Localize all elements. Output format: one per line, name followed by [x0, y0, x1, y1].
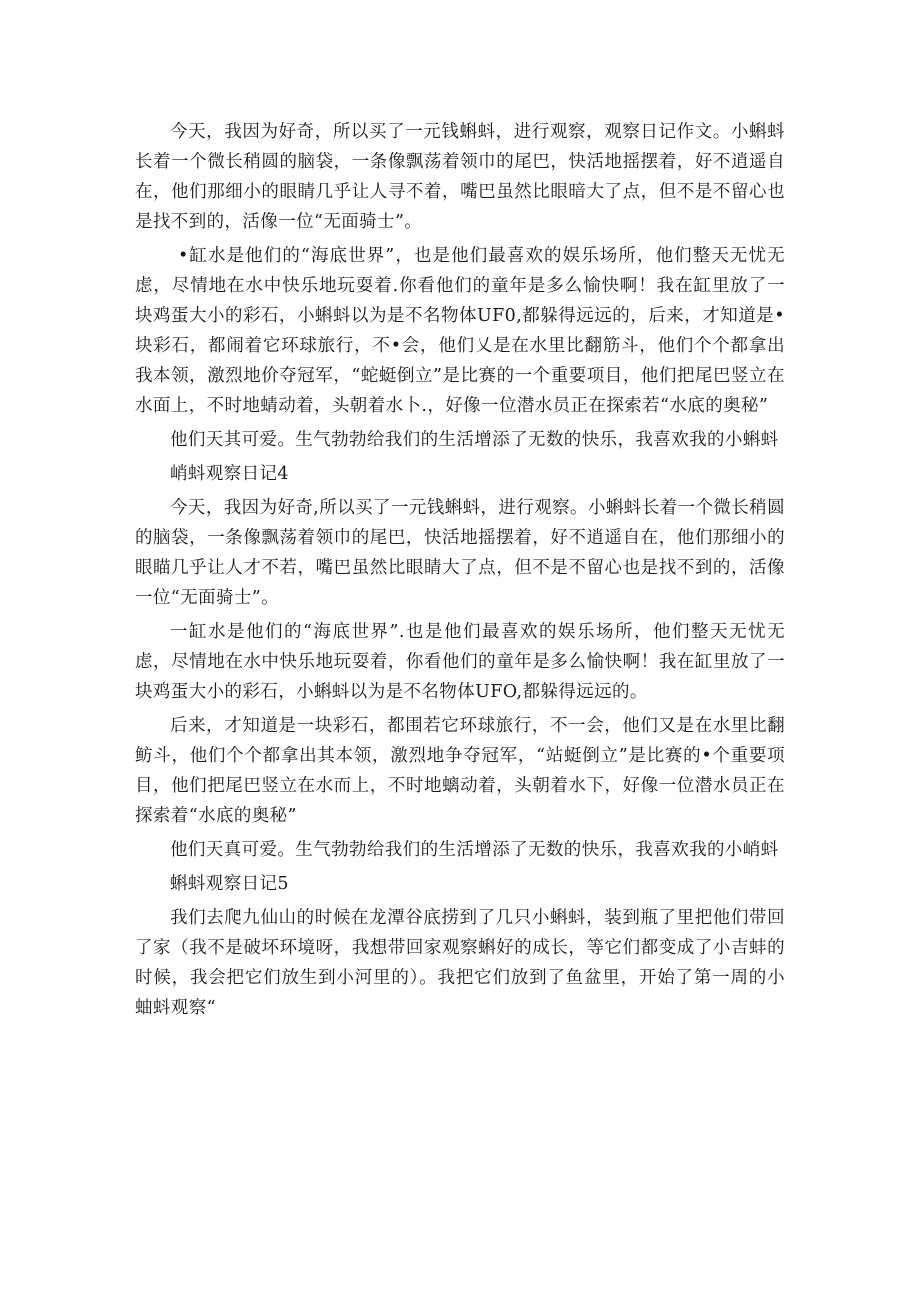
paragraph-conclusion: 他们天其可爱。生气勃勃给我们的生活增添了无数的快乐，我喜欢我的小蝌蚪: [170, 430, 779, 450]
paragraph-diary-4-conclusion: 他们天真可爱。生气勃勃给我们的生活增添了无数的快乐，我喜欢我的小峭蚪: [170, 840, 779, 860]
paragraph-diary-4-intro: 今天，我因为好奇,所以买了一元钱蝌蚪，进行观察。小蝌蚪长着一个微长稍圆的脑袋，一条像飘荡着领巾的尾巴，快活地摇摆着，好不逍遥自在，他们那细小的眼瞄几乎让人才不若，嘴巴虽然比眼睛大了点，但不是不留心也是找不到的，活像一位“无面骑士”。: [135, 498, 785, 608]
paragraph-diary-4-game: 后来，才知道是一块彩石，都围若它环球旅行，不一会，他们又是在水里比翻鲂斗，他们个个都拿出其本领，激烈地争夺冠军，“站蜓倒立”是比赛的•个重要项目，他们把尾巴竖立在水而上，不时地螭动着，头朝着水下，好像一位潜水员正在探索着“水底的奥秘”: [135, 716, 785, 826]
paragraph-diary-4-tank: 一缸水是他们的“海底世界”.也是他们最喜欢的娱乐场所，他们整天无忧无虑，尽情地在水中快乐地玩耍着，你看他们的童年是多么愉快啊！我在缸里放了一块鸡蛋大小的彩石，小蝌蚪以为是不名物体UFO,都躲得远远的。: [135, 622, 785, 702]
document-body: [135, 117, 785, 1027]
paragraph-intro: 今天，我因为好奇，所以买了一元钱蝌蚪，进行观察，观察日记作文。小蝌蚪长着一个微长稍圆的脑袋，一条像飘荡着领巾的尾巴，快活地摇摆着，好不逍遥自在，他们那细小的眼睛几乎让人寻不着，嘴巴虽然比眼暗大了点，但不是不留心也是找不到的，活像一位“无面骑士”。: [135, 122, 785, 232]
section-heading-diary-5: 蝌蚪观察日记5: [170, 874, 289, 894]
paragraph-tank-world: •缸水是他们的“海底世界”，也是他们最喜欢的娱乐场所，他们整天无忧无虑，尽情地在水中快乐地玩耍着.你看他们的童年是多么愉快啊！我在缸里放了一块鸡蛋大小的彩石，小蝌蚪以为是不名物体UF0,都躲得远远的，后来，才知道是•块彩石，都闹着它环球旅行，不•会，他们乂是在水里比翻筋斗，他们个个都拿出我本领，激烈地价夺冠军，“蛇蜓倒立”是比赛的一个重要项目，他们把尾巴竖立在水面上，不时地蜻动着，头朝着水卜.，好像一位潜水员正在探索若“水底的奥秘”: [135, 246, 785, 416]
paragraph-diary-5-intro: 我们去爬九仙山的时候在龙潭谷底捞到了几只小蝌蚪，装到瓶了里把他们带回了家（我不是破坏环境呀，我想带回家观察蝌好的成长，等它们都变成了小吉蚌的时候，我会把它们放生到小河里的）。我把它们放到了鱼盆里，开始了第一周的小蚰蚪观察“: [135, 908, 785, 1018]
section-heading-diary-4: 峭蚪观察日记4: [170, 464, 289, 484]
